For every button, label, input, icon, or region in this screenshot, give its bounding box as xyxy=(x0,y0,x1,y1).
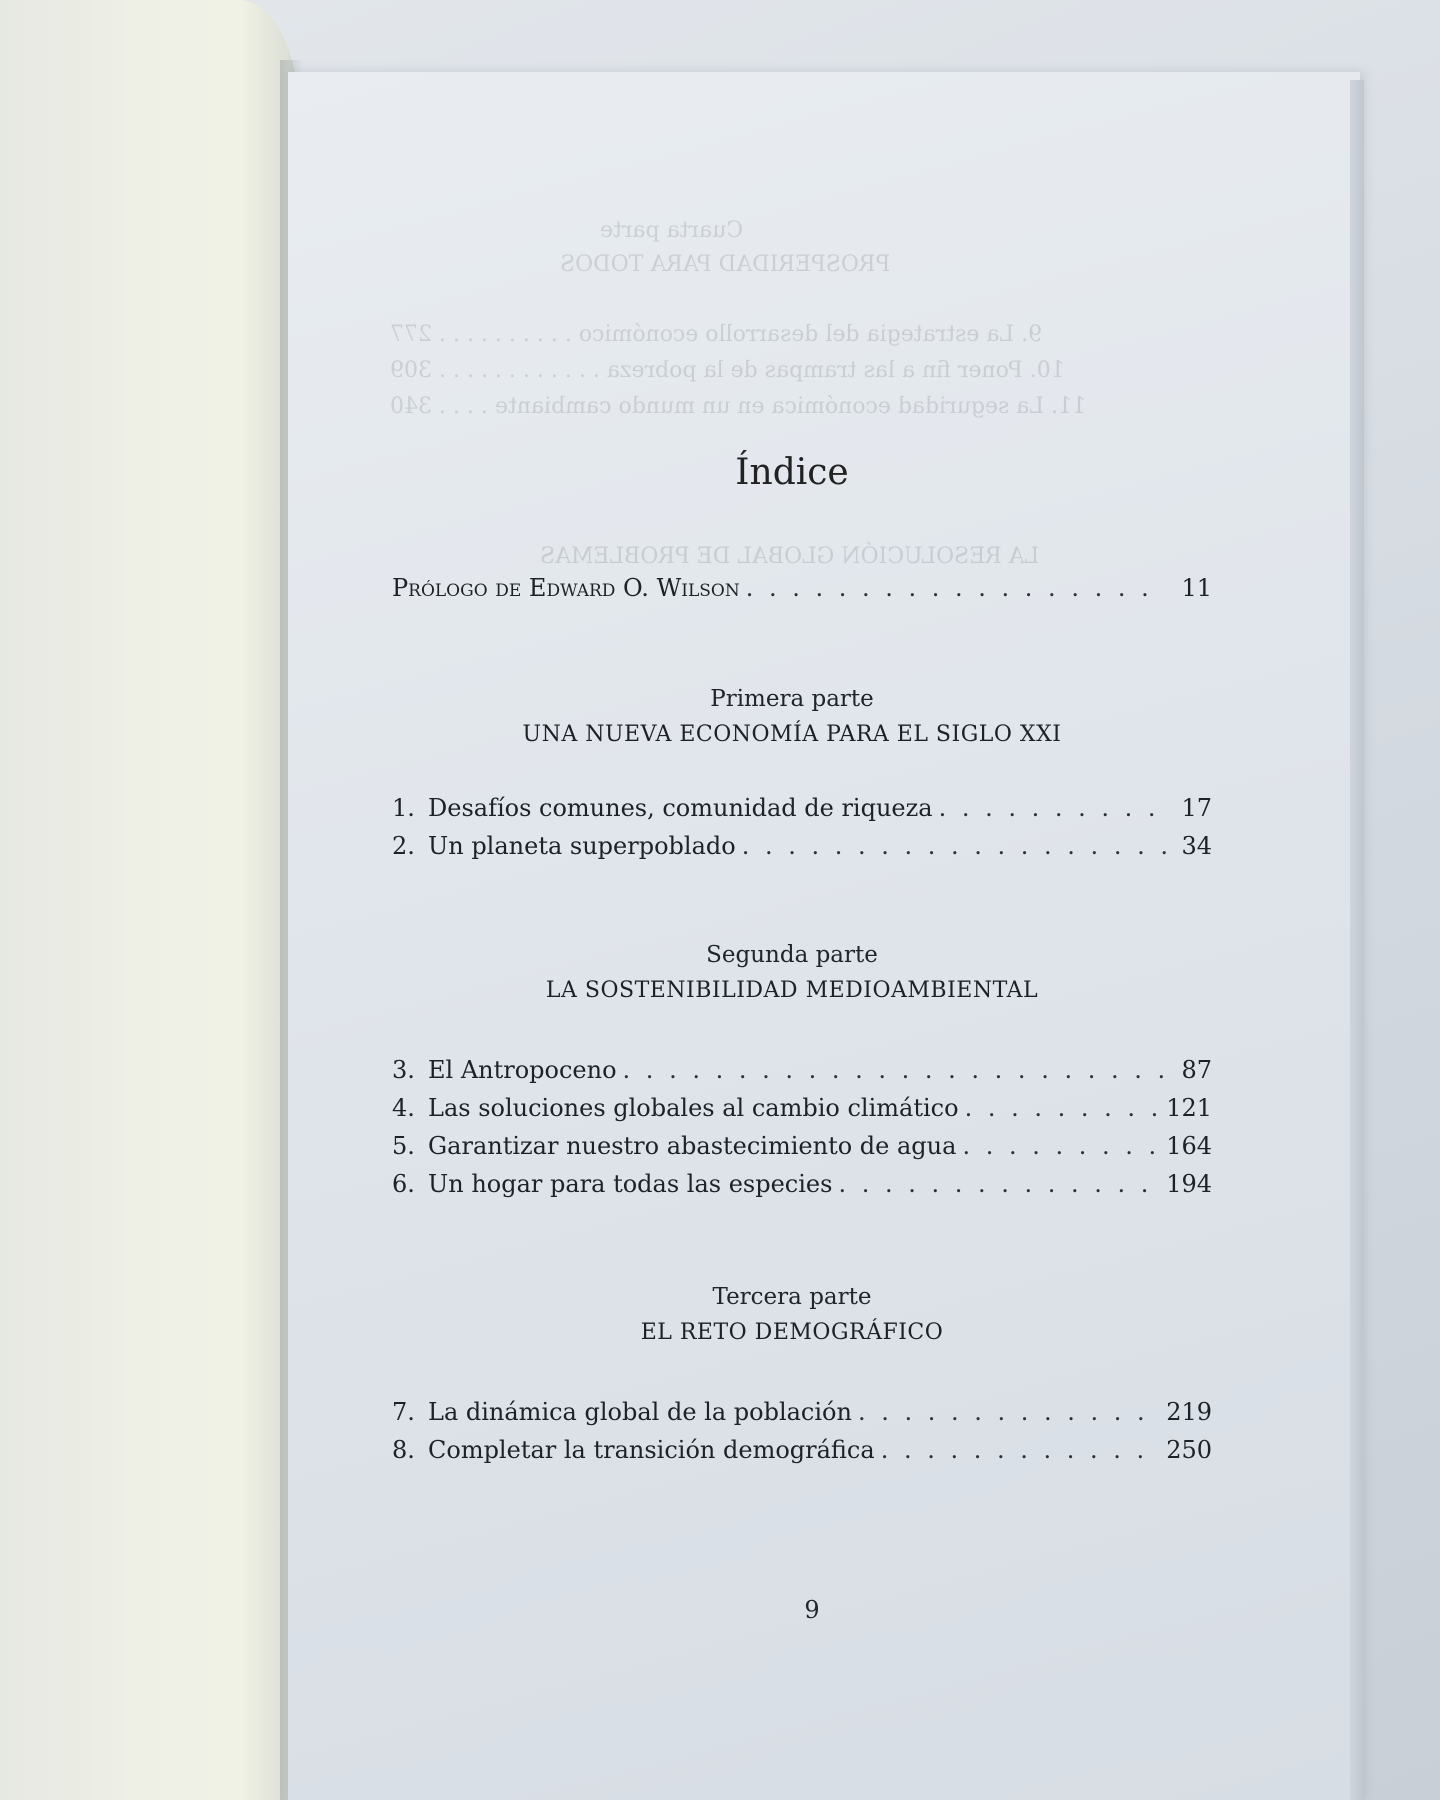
toc-entry xyxy=(392,832,1212,866)
leader-dots xyxy=(965,1094,1161,1122)
leader-dots xyxy=(746,574,1166,602)
chapter-number: 6. xyxy=(392,1170,415,1198)
part-title: LA SOSTENIBILIDAD MEDIOAMBIENTAL xyxy=(545,978,1039,1003)
toc-entry-title: Prólogo de Edward O. Wilson xyxy=(392,574,740,602)
show-through-text: LA RESOLUCIÓN GLOBAL DE PROBLEMAS xyxy=(540,544,1040,569)
chapter-number: 5. xyxy=(392,1132,415,1160)
show-through-text: 10. Poner fin a las trampas de la pobreza . . . . . . . . . . . . 309 xyxy=(390,358,1065,383)
toc-entry xyxy=(392,1132,1212,1166)
show-through-text: 11. La seguridad económica en un mundo cambiante . . . . 340 xyxy=(390,394,1086,419)
leader-dots xyxy=(881,1436,1161,1464)
show-through-text: PROSPERIDAD PARA TODOS xyxy=(560,252,891,277)
toc-entry xyxy=(392,794,1212,828)
chapter-title: Completar la transición demográfica xyxy=(428,1436,875,1464)
leader-dots xyxy=(939,794,1166,822)
show-through-text: 9. La estrategia del desarrollo económico . . . . . . . . . . 277 xyxy=(390,322,1043,347)
toc-entry xyxy=(392,1056,1212,1090)
part-label: Tercera parte xyxy=(712,1284,872,1310)
page-edge xyxy=(1350,80,1364,1800)
chapter-page: 219 xyxy=(1166,1398,1212,1426)
leader-dots xyxy=(962,1132,1160,1160)
chapter-page: 17 xyxy=(1181,794,1212,822)
chapter-title: Un hogar para todas las especies xyxy=(428,1170,833,1198)
chapter-title: Un planeta superpoblado xyxy=(428,832,736,860)
left-page xyxy=(0,0,300,1800)
chapter-title: Las soluciones globales al cambio climático xyxy=(428,1094,959,1122)
chapter-page: 34 xyxy=(1181,832,1212,860)
chapter-page: 121 xyxy=(1166,1094,1212,1122)
chapter-title: La dinámica global de la población xyxy=(428,1398,852,1426)
chapter-page: 87 xyxy=(1181,1056,1212,1084)
part-title: EL RETO DEMOGRÁFICO xyxy=(640,1320,944,1345)
chapter-title: El Antropoceno xyxy=(428,1056,617,1084)
chapter-number: 1. xyxy=(392,794,415,822)
chapter-title: Garantizar nuestro abastecimiento de agua xyxy=(428,1132,957,1160)
chapter-number: 7. xyxy=(392,1398,415,1426)
page-number: 9 xyxy=(804,1596,820,1624)
chapter-title: Desafíos comunes, comunidad de riqueza xyxy=(428,794,933,822)
toc-entry-page: 11 xyxy=(1181,574,1212,602)
chapter-number: 4. xyxy=(392,1094,415,1122)
toc-entry xyxy=(392,1170,1212,1204)
toc-entry xyxy=(392,1398,1212,1432)
toc-entry xyxy=(392,1436,1212,1470)
leader-dots xyxy=(858,1398,1160,1426)
leader-dots xyxy=(742,832,1166,860)
chapter-page: 194 xyxy=(1166,1170,1212,1198)
part-title: UNA NUEVA ECONOMÍA PARA EL SIGLO XXI xyxy=(522,722,1062,747)
chapter-number: 2. xyxy=(392,832,415,860)
chapter-page: 164 xyxy=(1166,1132,1212,1160)
part-label: Primera parte xyxy=(710,686,874,712)
part-label: Segunda parte xyxy=(706,942,878,968)
chapter-number: 8. xyxy=(392,1436,415,1464)
chapter-page: 250 xyxy=(1166,1436,1212,1464)
chapter-number: 3. xyxy=(392,1056,415,1084)
toc-entry xyxy=(392,1094,1212,1128)
toc-entry-prologue xyxy=(392,574,1212,608)
leader-dots xyxy=(623,1056,1166,1084)
leader-dots xyxy=(838,1170,1160,1198)
toc-title: Índice xyxy=(735,452,849,493)
show-through-text: Cuarta parte xyxy=(600,218,744,243)
